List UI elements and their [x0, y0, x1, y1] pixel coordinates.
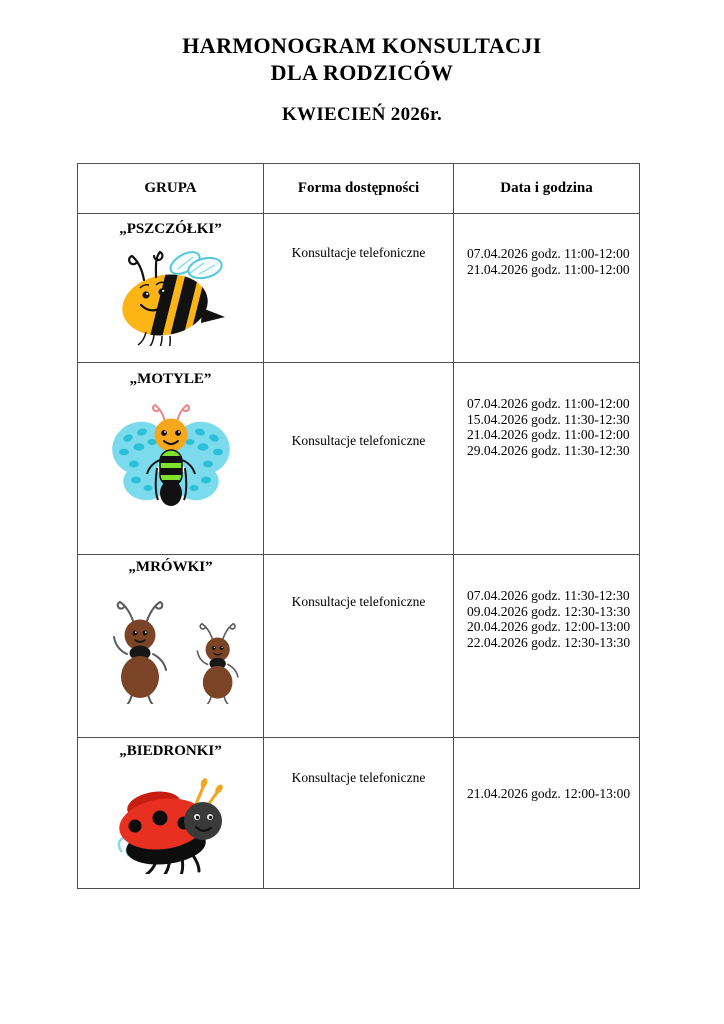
availability-cell: [264, 738, 454, 889]
table-row: [78, 214, 640, 363]
group-cell-pszczolki: [78, 214, 264, 363]
date-line: 09.04.2026 godz. 12:30-13:30: [467, 603, 631, 619]
group-cell-motyle: [78, 363, 264, 555]
date-line: 21.04.2026 godz. 11:00-12:00: [467, 427, 630, 442]
date-line: 07.04.2026 godz. 11:30-12:30: [467, 588, 630, 603]
dates-cell: [454, 363, 640, 555]
date-list: [454, 738, 639, 802]
date-line: 07.04.2026 godz. 11:00-12:00: [467, 396, 630, 411]
butterfly-image: [78, 396, 263, 508]
date-line: 20.04.2026 godz. 12:00-13:00: [467, 619, 631, 634]
group-name: „PSZCZÓŁKI”: [119, 221, 222, 237]
table-row: [78, 738, 640, 889]
header-availability: Forma dostępności: [264, 164, 454, 214]
ants-image: [78, 592, 263, 704]
dates-cell: [454, 214, 640, 363]
availability-cell: [264, 214, 454, 363]
availability-text: Konsultacje telefoniczne: [291, 594, 426, 609]
date-line: 21.04.2026 godz. 12:00-13:00: [467, 786, 631, 801]
table-header-row: [78, 164, 640, 214]
dates-cell: [454, 555, 640, 738]
availability-text: Konsultacje telefoniczne: [291, 770, 426, 785]
ladybug-image: [78, 768, 263, 874]
date-line: 15.04.2026 godz. 11:30-12:30: [467, 411, 630, 427]
table-row: [78, 363, 640, 555]
date-list: [454, 363, 639, 458]
group-cell-biedronki: [78, 738, 264, 889]
group-cell-mrowki: [78, 555, 264, 738]
availability-text: Konsultacje telefoniczne: [291, 245, 426, 260]
header-date-time: Data i godzina: [454, 164, 640, 214]
group-name: „MRÓWKI”: [128, 559, 213, 575]
group-name: „BIEDRONKI”: [119, 743, 222, 759]
availability-cell: [264, 555, 454, 738]
date-list: [454, 555, 639, 650]
header-group: GRUPA: [78, 164, 264, 214]
date-line: 21.04.2026 godz. 11:00-12:00: [467, 261, 630, 277]
bee-image: [78, 242, 263, 346]
date-line: 07.04.2026 godz. 11:00-12:00: [467, 246, 630, 261]
month-subtitle: KWIECIEŃ 2026r.: [281, 104, 443, 125]
table-row: [78, 555, 640, 738]
date-line: 22.04.2026 godz. 12:30-13:30: [467, 634, 631, 650]
date-list: [454, 214, 639, 277]
date-line: 29.04.2026 godz. 11:30-12:30: [467, 442, 630, 458]
availability-cell: [264, 363, 454, 555]
document-title: [0, 32, 724, 86]
title-line-2: DLA RODZICÓW: [270, 60, 454, 85]
group-name: „MOTYLE”: [129, 371, 212, 387]
title-line-1: HARMONOGRAM KONSULTACJI: [182, 33, 542, 58]
availability-text: Konsultacje telefoniczne: [291, 433, 426, 448]
consultation-schedule-table: [77, 163, 640, 889]
dates-cell: [454, 738, 640, 889]
